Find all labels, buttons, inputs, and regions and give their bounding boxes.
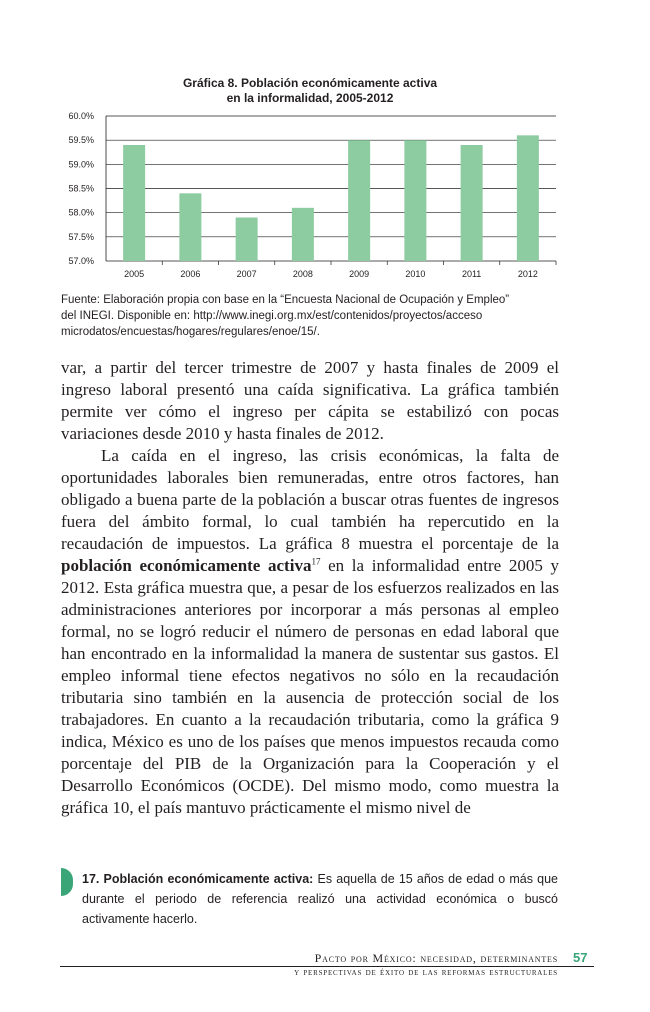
source-prefix: del bbox=[61, 310, 80, 322]
source-line2 bbox=[61, 308, 564, 324]
footnote-text: Es aquella de 15 años de edad o más que durante el periodo de referencia realizó una actividad económica o buscó activamente hacerlo. bbox=[82, 872, 558, 926]
bar-2012 bbox=[517, 135, 539, 261]
p2-text-b: en la informalidad entre 2005 y 2012. Esta gráfica muestra que, a pesar de los esfuerzos realizados en las administraciones anteriores por incorporar a más personas al empleo formal, no se logró reducir el número de personas en edad laboral que han encontrado en la informalidad la manera de sustentar sus gastos. El empleo informal tiene efectos negativos no sólo en la recaudación tributaria sino también en la ausencia de protección social de los trabajadores. En cuanto a la recaudación tributaria, como la gráfica 9 indica, México es uno de los países que menos impuestos recauda como porcentaje del bbox=[61, 556, 559, 773]
bar-2010 bbox=[404, 140, 426, 261]
y-tick-label: 57.5% bbox=[68, 231, 94, 242]
p2-text-d: ). Del mismo modo, como muestra la gráfica 10, el país mantuvo prácticamente el mismo nivel de bbox=[61, 776, 559, 817]
running-footer-line2: y perspectivas de éxito de las reformas estructurales bbox=[294, 967, 558, 978]
y-tick-label: 59.0% bbox=[68, 159, 94, 170]
abbr-ocde: OCDE bbox=[238, 776, 285, 795]
bar-chart bbox=[60, 106, 570, 284]
x-tick-label: 2011 bbox=[461, 269, 482, 279]
y-tick-label: 60.0% bbox=[68, 111, 94, 121]
footnote-ref-17: 17 bbox=[311, 556, 321, 567]
bar-2005 bbox=[123, 145, 145, 261]
x-tick-label: 2009 bbox=[349, 269, 370, 279]
footnote-marker bbox=[61, 868, 73, 896]
bar-2007 bbox=[236, 218, 258, 262]
footnote-label: 17. Población económicamente activa: bbox=[82, 872, 314, 886]
term-pea: población económicamente activa bbox=[61, 556, 312, 575]
running-footer-line1: Pacto por México: necesidad, determinantes bbox=[314, 951, 558, 965]
page-number: 57 bbox=[573, 950, 588, 965]
bar-2011 bbox=[461, 145, 483, 261]
x-tick-label: 2010 bbox=[405, 269, 426, 279]
x-tick-label: 2005 bbox=[124, 269, 145, 279]
x-tick-label: 2012 bbox=[517, 269, 538, 279]
chart-title bbox=[150, 76, 470, 106]
footnote-17 bbox=[82, 869, 558, 929]
bar-2008 bbox=[292, 208, 314, 261]
chart-title-line1: Gráfica 8. Población económicamente activa bbox=[182, 76, 438, 90]
y-tick-label: 59.5% bbox=[68, 135, 94, 146]
y-tick-label: 57.0% bbox=[68, 256, 94, 266]
source-line3: microdatos/encuestas/hogares/regulares/enoe/15/. bbox=[61, 326, 320, 338]
body-text bbox=[61, 357, 559, 819]
p2-text-c: de la Organización para la Cooperación y el Desarrollo Económicos ( bbox=[61, 754, 559, 795]
chart-source bbox=[61, 292, 564, 340]
y-tick-label: 58.5% bbox=[68, 183, 94, 194]
x-tick-label: 2006 bbox=[180, 269, 201, 279]
y-tick-label: 58.0% bbox=[68, 207, 94, 218]
paragraph-1: var, a partir del tercer trimestre de 2007 y hasta finales de 2009 el ingreso laboral presentó una caída significativa. La gráfica también permite ver cómo el ingreso per cápita se estabilizó con pocas variaciones desde 2010 y hasta finales de 2012. bbox=[61, 358, 559, 443]
source-line1: Fuente: Elaboración propia con base en la “Encuesta Nacional de Ocupación y Empleo” bbox=[61, 294, 510, 306]
source-inegi: INEGI bbox=[79, 310, 111, 322]
bar-2009 bbox=[348, 140, 370, 261]
bar-2006 bbox=[179, 193, 201, 261]
p2-text-a: La caída en el ingreso, las crisis económicas, la falta de oportunidades laborales bien remuneradas, entre otros factores, han obligado a buena parte de la población a buscar otras fuentes de ingresos fuera del ámbito formal, lo cual también ha repercutido en la recaudación de impuestos. La gráfica 8 muestra el porcentaje de la bbox=[61, 446, 559, 553]
paragraph-2 bbox=[61, 445, 559, 819]
source-line2-rest: . Disponible en: http://www.inegi.org.mx/est/contenidos/proyectos/acceso bbox=[110, 310, 483, 322]
abbr-pib: PIB bbox=[174, 754, 202, 773]
chart-title-line2: en la informalidad, 2005-2012 bbox=[226, 91, 394, 105]
x-tick-label: 2007 bbox=[236, 269, 257, 279]
x-tick-label: 2008 bbox=[292, 269, 313, 279]
